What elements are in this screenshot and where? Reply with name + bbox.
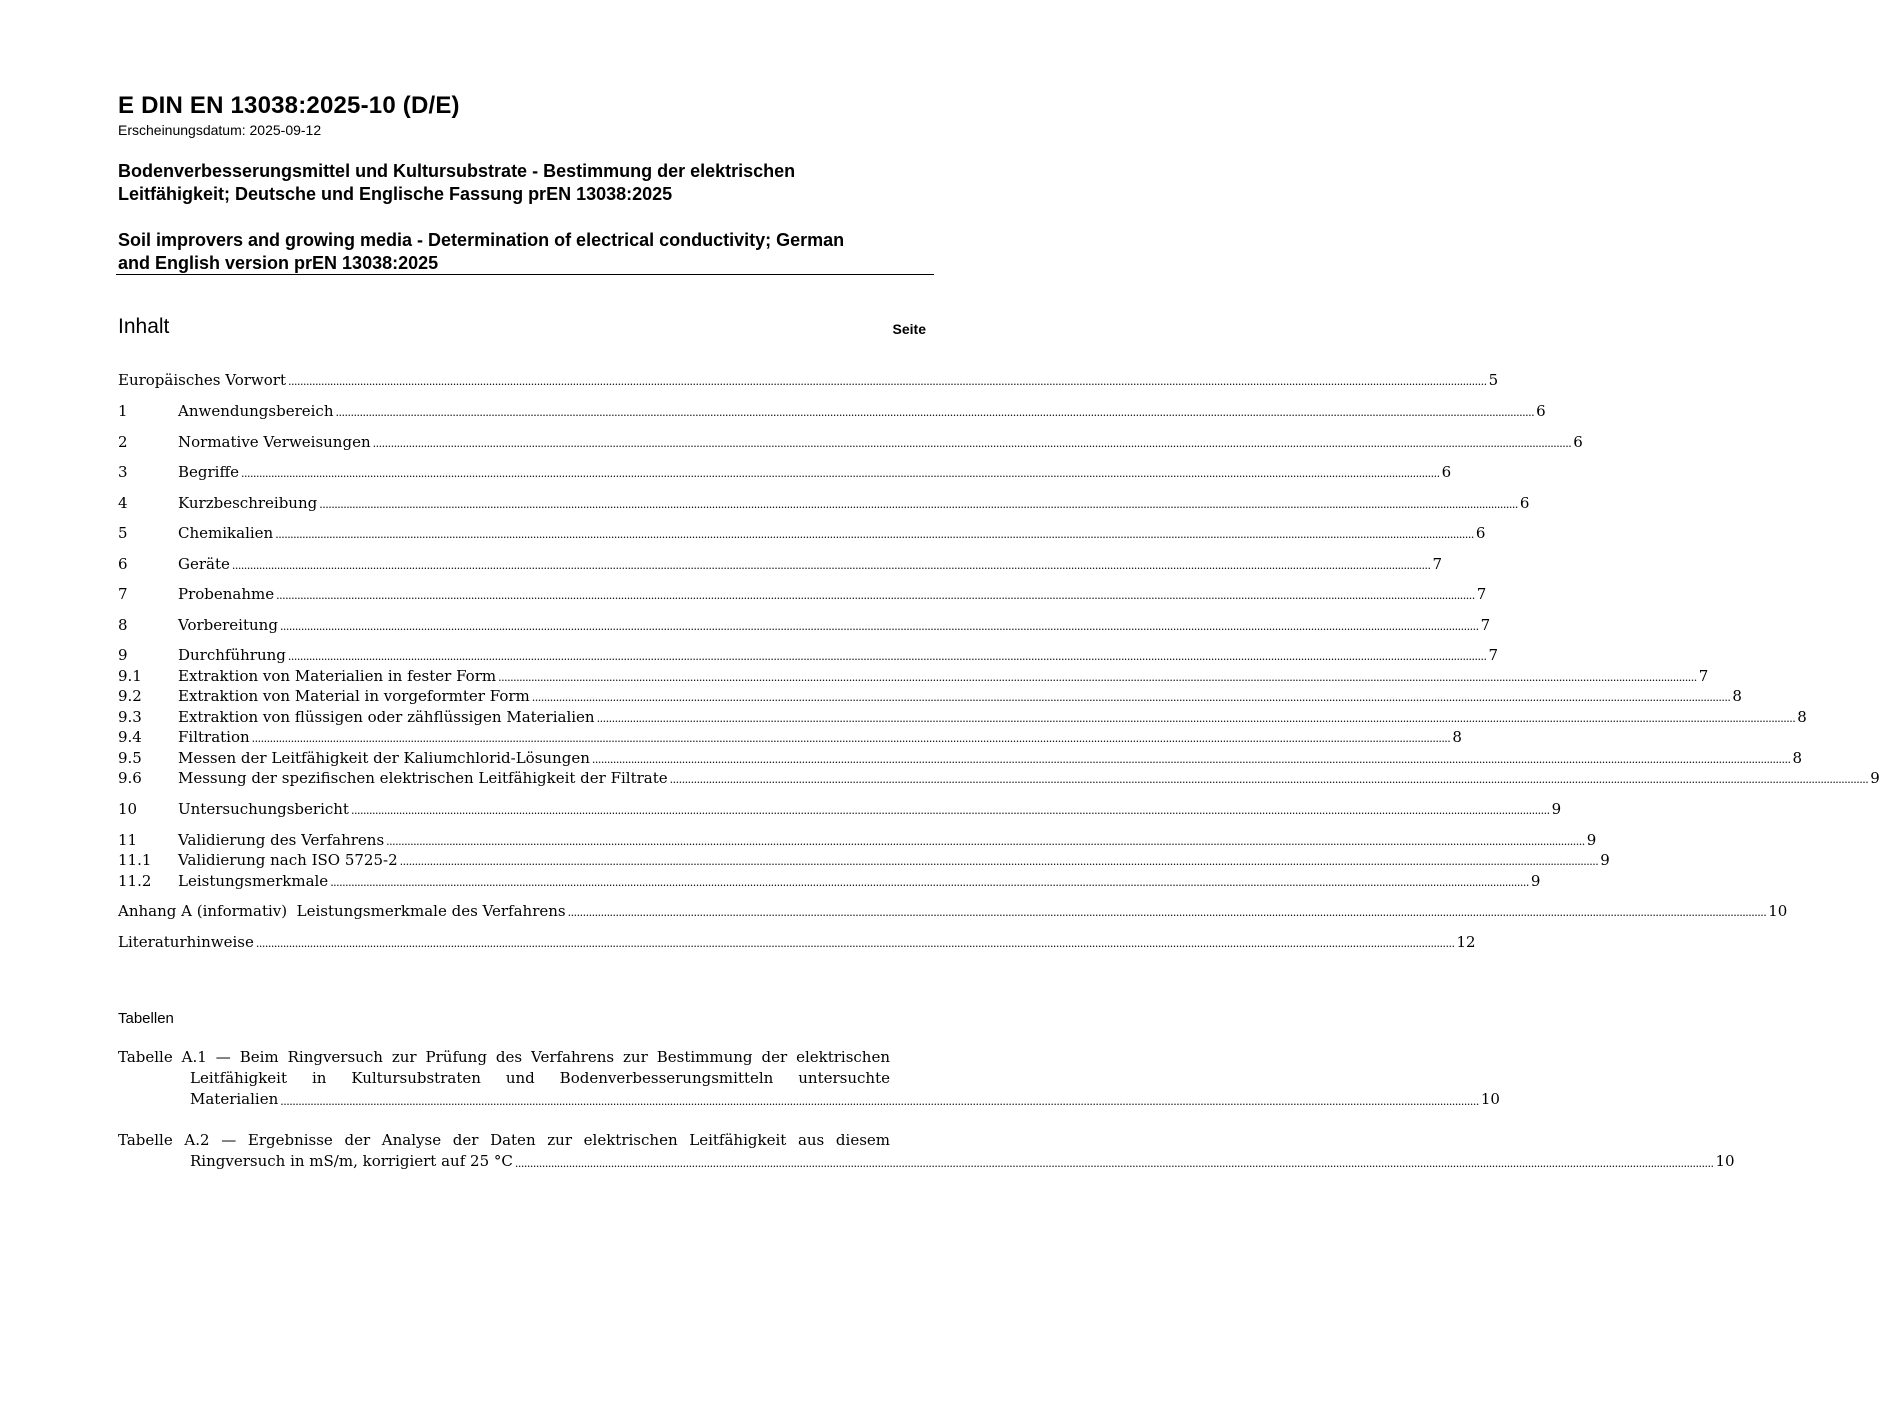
- toc-entry[interactable]: [118, 401, 1546, 421]
- table-entry-a1-last-line: [190, 1089, 1500, 1110]
- toc-entry[interactable]: [118, 493, 1530, 513]
- toc-entry-number: 3: [118, 463, 128, 481]
- toc-entry[interactable]: [118, 799, 1562, 819]
- publication-date: Erscheinungsdatum: 2025-09-12: [118, 122, 322, 138]
- leader-dots: ................................................................................................................................................................................................................................................................................................................................................................................................................: [669, 773, 1869, 786]
- toc-entry[interactable]: [118, 932, 1476, 952]
- toc-entry-title: Filtration: [178, 728, 250, 746]
- table-entry-a1-line-3: Materialien: [190, 1090, 279, 1108]
- toc-entry-page: 6: [1536, 402, 1546, 420]
- toc-entry-title: Normative Verweisungen: [178, 433, 371, 451]
- toc-entry-title: Geräte: [178, 555, 230, 573]
- leader-dots: ................................................................................................................................................................................................................................................................................................................................................................................................................: [386, 835, 1585, 848]
- toc-entry-page: 12: [1456, 933, 1476, 951]
- toc-entry[interactable]: [118, 645, 1499, 665]
- toc-entry[interactable]: [118, 615, 1491, 635]
- toc-entry[interactable]: [118, 432, 1583, 452]
- toc-entry-number: 4: [118, 494, 128, 512]
- toc-entry-page: 9: [1530, 872, 1541, 890]
- leader-dots: ................................................................................................................................................................................................................................................................................................................................................................................................................: [287, 650, 1487, 663]
- toc-entry-page: 6: [1573, 433, 1583, 451]
- toc-entry[interactable]: [118, 584, 1487, 604]
- leader-dots: ................................................................................................................................................................................................................................................................................................................................................................................................................: [372, 437, 1572, 450]
- leader-dots: ................................................................................................................................................................................................................................................................................................................................................................................................................: [319, 498, 1518, 511]
- leader-dots: ................................................................................................................................................................................................................................................................................................................................................................................................................: [279, 620, 1479, 633]
- table-entry-a2-page: 10: [1715, 1152, 1735, 1170]
- toc-entry[interactable]: [118, 666, 1709, 686]
- toc-entry-number: 9.5: [118, 749, 142, 767]
- toc-entry[interactable]: [118, 871, 1541, 891]
- toc-entry-number: 2: [118, 433, 128, 451]
- toc-entry-title: Vorbereitung: [178, 616, 278, 634]
- document-code: E DIN EN 13038:2025-10 (D/E): [118, 92, 460, 119]
- toc-entry-number: 9.4: [118, 728, 142, 746]
- leader-dots: ................................................................................................................................................................................................................................................................................................................................................................................................................: [280, 1095, 1479, 1108]
- toc-heading: Inhalt: [118, 315, 170, 338]
- toc-entry[interactable]: [118, 686, 1742, 706]
- toc-entry-title: Validierung des Verfahrens: [178, 831, 385, 849]
- toc-entry-page: 6: [1441, 463, 1452, 481]
- toc-entry-title: Chemikalien: [178, 524, 274, 542]
- toc-entry-title: Untersuchungsbericht: [178, 800, 349, 818]
- table-entry-a1-line-1: Tabelle A.1 — Beim Ringversuch zur Prüfung des Verfahrens zur Bestimmung der elektrischen: [118, 1048, 890, 1066]
- leader-dots: ................................................................................................................................................................................................................................................................................................................................................................................................................: [275, 528, 1474, 541]
- toc-entry-title: Anwendungsbereich: [178, 402, 334, 420]
- leader-dots: ................................................................................................................................................................................................................................................................................................................................................................................................................: [498, 671, 1697, 684]
- table-entry-a2-line-1: Tabelle A.2 — Ergebnisse der Analyse der Daten zur elektrischen Leitfähigkeit aus diesem: [118, 1131, 890, 1149]
- toc-entry[interactable]: [118, 370, 1499, 390]
- title-rule: [116, 274, 934, 275]
- toc-entry-title: Kurzbeschreibung: [178, 494, 318, 512]
- toc-entry-number: 11.1: [118, 851, 152, 869]
- table-entry-a1-line-2: Leitfähigkeit in Kultursubstraten und Bodenverbesserungsmitteln untersuchte: [190, 1069, 890, 1087]
- toc-entry-title: Messung der spezifischen elektrischen Leitfähigkeit der Filtrate: [178, 769, 668, 787]
- toc-entry-title: Durchführung: [178, 646, 286, 664]
- table-entry-a1-page: 10: [1480, 1090, 1500, 1108]
- leader-dots: ................................................................................................................................................................................................................................................................................................................................................................................................................: [335, 406, 1535, 419]
- toc-entry-number: 10: [118, 800, 138, 818]
- toc-entry-page: 7: [1480, 616, 1491, 634]
- toc-entry-number: 7: [118, 585, 128, 603]
- toc-entry-title: Europäisches Vorwort: [118, 371, 286, 389]
- leader-dots: ................................................................................................................................................................................................................................................................................................................................................................................................................: [514, 1157, 1714, 1170]
- leader-dots: ................................................................................................................................................................................................................................................................................................................................................................................................................: [399, 855, 1599, 868]
- toc-entry-title: Begriffe: [178, 463, 240, 481]
- toc-entry-title: Validierung nach ISO 5725-2: [178, 851, 398, 869]
- leader-dots: ................................................................................................................................................................................................................................................................................................................................................................................................................: [350, 804, 1550, 817]
- leader-dots: ................................................................................................................................................................................................................................................................................................................................................................................................................: [231, 559, 1431, 572]
- toc-entry-title: Extraktion von flüssigen oder zähflüssigen Materialien: [178, 708, 595, 726]
- toc-entry[interactable]: [118, 707, 1807, 727]
- toc-entry-page: 6: [1475, 524, 1486, 542]
- toc-entry-number: 9.6: [118, 769, 142, 787]
- toc-page-label: Seite: [892, 321, 926, 337]
- toc-entry-number: 9.1: [118, 667, 142, 685]
- toc-entry-title: Literaturhinweise: [118, 933, 254, 951]
- toc-entry-title: Probenahme: [178, 585, 275, 603]
- toc-entry[interactable]: [118, 462, 1452, 482]
- toc-entry-page: 5: [1488, 371, 1499, 389]
- toc-entry-number: 9: [118, 646, 128, 664]
- toc-entry-page: 6: [1519, 494, 1530, 512]
- title-german-line-1: Bodenverbesserungsmittel und Kultursubstrate - Bestimmung der elektrischen: [118, 161, 796, 181]
- toc-entry-page: 8: [1792, 749, 1803, 767]
- toc-entry-page: 9: [1586, 831, 1597, 849]
- title-english-line-1: Soil improvers and growing media - Determination of electrical conductivity; German: [118, 230, 845, 250]
- toc-entry-page: 9: [1600, 851, 1610, 869]
- toc-entry[interactable]: [118, 901, 1788, 921]
- leader-dots: ................................................................................................................................................................................................................................................................................................................................................................................................................: [567, 906, 1767, 919]
- toc-entry[interactable]: [118, 850, 1610, 870]
- toc-entry-page: 9: [1870, 769, 1880, 787]
- toc-entry-page: 7: [1698, 667, 1709, 685]
- leader-dots: ................................................................................................................................................................................................................................................................................................................................................................................................................: [330, 876, 1529, 889]
- toc-entry-number: 1: [118, 402, 128, 420]
- toc-entry-page: 8: [1732, 687, 1742, 705]
- toc-entry-title: Extraktion von Material in vorgeformter Form: [178, 687, 530, 705]
- leader-dots: ................................................................................................................................................................................................................................................................................................................................................................................................................: [591, 753, 1791, 766]
- toc-entry-number: 5: [118, 524, 128, 542]
- toc-entry-page: 7: [1432, 555, 1443, 573]
- toc-entry-number: 6: [118, 555, 128, 573]
- toc-entry-number: 11.2: [118, 872, 152, 890]
- toc-entry-page: 7: [1488, 646, 1499, 664]
- leader-dots: ................................................................................................................................................................................................................................................................................................................................................................................................................: [596, 712, 1796, 725]
- toc-entry[interactable]: [118, 523, 1486, 543]
- leader-dots: ................................................................................................................................................................................................................................................................................................................................................................................................................: [255, 937, 1455, 950]
- leader-dots: ................................................................................................................................................................................................................................................................................................................................................................................................................: [251, 732, 1451, 745]
- toc-entry-title: Extraktion von Materialien in fester Form: [178, 667, 497, 685]
- leader-dots: ................................................................................................................................................................................................................................................................................................................................................................................................................: [531, 691, 1731, 704]
- toc-entry-page: 8: [1797, 708, 1807, 726]
- toc-entry-title: Leistungsmerkmale: [178, 872, 329, 890]
- table-entry-a2[interactable]: [118, 1130, 1735, 1172]
- leader-dots: ................................................................................................................................................................................................................................................................................................................................................................................................................: [276, 589, 1475, 602]
- table-entry-a1[interactable]: [118, 1047, 1500, 1110]
- toc-entry-number: 9.2: [118, 687, 142, 705]
- toc-entry[interactable]: [118, 554, 1443, 574]
- toc-entry-page: 10: [1768, 902, 1788, 920]
- title-german-line-2: Leitfähigkeit; Deutsche und Englische Fassung prEN 13038:2025: [118, 184, 673, 204]
- title-english: [118, 229, 933, 275]
- leader-dots: ................................................................................................................................................................................................................................................................................................................................................................................................................: [287, 375, 1487, 388]
- toc-entry[interactable]: [118, 830, 1597, 850]
- toc-entry[interactable]: [118, 727, 1462, 747]
- toc-entry-title: Messen der Leitfähigkeit der Kaliumchlorid-Lösungen: [178, 749, 590, 767]
- table-entry-a2-line-2: Ringversuch in mS/m, korrigiert auf 25 °C: [190, 1152, 513, 1170]
- title-english-line-2: and English version prEN 13038:2025: [118, 253, 439, 273]
- toc-entry-page: 8: [1452, 728, 1462, 746]
- toc-entry-page: 9: [1551, 800, 1562, 818]
- toc-entry-title: Anhang A (informativ) Leistungsmerkmale des Verfahrens: [118, 902, 566, 920]
- toc-entry-number: 8: [118, 616, 128, 634]
- toc-entry-page: 7: [1476, 585, 1487, 603]
- toc-entry[interactable]: [118, 768, 1880, 788]
- title-german: [118, 160, 918, 206]
- tables-heading: Tabellen: [118, 1010, 174, 1027]
- toc-entry-number: 9.3: [118, 708, 142, 726]
- table-entry-a2-last-line: [190, 1151, 1735, 1172]
- toc-entry-number: 11: [118, 831, 138, 849]
- leader-dots: ................................................................................................................................................................................................................................................................................................................................................................................................................: [241, 467, 1440, 480]
- toc-entry[interactable]: [118, 748, 1803, 768]
